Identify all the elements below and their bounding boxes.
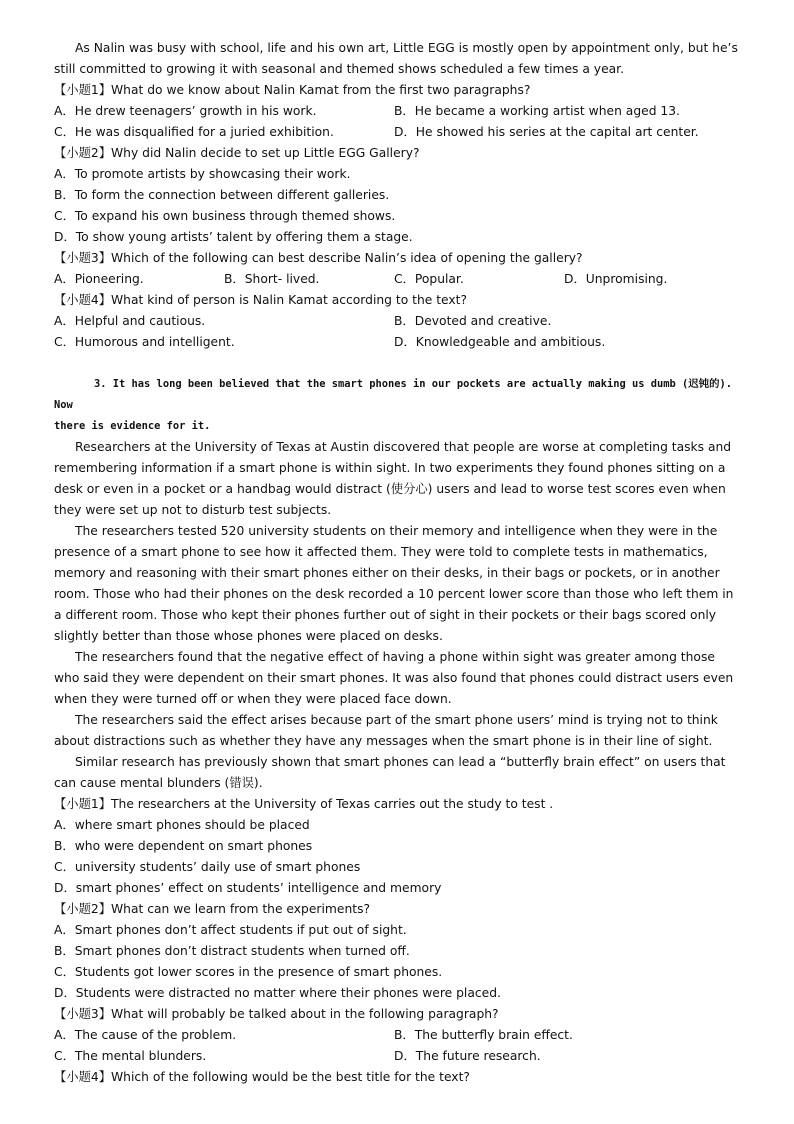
options-row: [54, 122, 744, 143]
question-stem: 【小题4】What kind of person is Nalin Kamat according to the text?: [54, 293, 468, 307]
option-a: A．where smart phones should be placed: [54, 818, 310, 832]
paragraph: The researchers tested 520 university students on their memory and intelligence when they were in the presence of a smart phone to see how it affected them. They were told to complete tests in mathematics, memory and reasoning with their smart phones either on their desks, in their bags or pockets, or in another room. Those who had their phones on the desk recorded a 10 percent lower score than those who left them in a different room. Those who kept their phones further out of sight in their pockets or their bags scored only slightly better than those whose phones were placed on desks.: [54, 524, 734, 643]
paragraph: The researchers said the effect arises because part of the smart phone users’ mind is trying not to think about distractions such as whether they have any messages when the smart phone is in their line of sight.: [54, 713, 718, 748]
options-row: [54, 269, 744, 290]
paragraph: Similar research has previously shown that smart phones can lead a “butterfly brain effect” on users that can cause mental blunders (错误).: [54, 755, 726, 790]
question-stem: 【小题3】What will probably be talked about in the following paragraph?: [54, 1007, 499, 1021]
passage-intro-line: 3. It has long been believed that the smart phones in our pockets are actually making us dumb (迟钝的). Now: [54, 378, 732, 411]
option-c: C．He was disqualified for a juried exhibition.: [54, 125, 334, 139]
question-stem: 【小题4】Which of the following would be the best title for the text?: [54, 1070, 470, 1084]
option-d: D．The future research.: [394, 1049, 541, 1063]
option-d: D．smart phones’ effect on students’ intelligence and memory: [54, 881, 442, 895]
option-a: A．Helpful and cautious.: [54, 314, 206, 328]
question-block: [54, 143, 744, 248]
question-stem: 【小题1】The researchers at the University of Texas carries out the study to test .: [54, 797, 554, 811]
option-d: D．Knowledgeable and ambitious.: [394, 335, 606, 349]
paragraph: The researchers found that the negative effect of having a phone within sight was greater among those who said they were dependent on their smart phones. It was also found that phones could distract users even when they were turned off or when they were placed face down.: [54, 650, 734, 706]
option-b: B．Devoted and creative.: [394, 314, 552, 328]
option-c: C．The mental blunders.: [54, 1049, 207, 1063]
option-a: A．Smart phones don’t affect students if put out of sight.: [54, 923, 407, 937]
option-c: C．Popular.: [394, 272, 464, 286]
question-stem: 【小题2】What can we learn from the experiments?: [54, 902, 370, 916]
option-b: B．To form the connection between different galleries.: [54, 188, 390, 202]
question-block: [54, 248, 744, 290]
option-d: D．To show young artists’ talent by offering them a stage.: [54, 230, 413, 244]
question-block: [54, 899, 744, 1004]
options-row: [54, 1046, 744, 1067]
question-block: [54, 80, 744, 143]
option-b: B．Short- lived.: [224, 272, 320, 286]
question-stem: 【小题3】Which of the following can best describe Nalin’s idea of opening the gallery?: [54, 251, 583, 265]
question-block: [54, 794, 744, 899]
option-d: D．Unpromising.: [564, 272, 668, 286]
options-row: [54, 101, 744, 122]
option-a: A．Pioneering.: [54, 272, 144, 286]
question-block: [54, 1004, 744, 1067]
option-c: C．To expand his own business through themed shows.: [54, 209, 396, 223]
question-block: [54, 290, 744, 353]
option-b: B．Smart phones don’t distract students when turned off.: [54, 944, 410, 958]
passage-intro-line: there is evidence for it.: [54, 420, 211, 432]
option-d: D．He showed his series at the capital art center.: [394, 125, 699, 139]
paragraph: As Nalin was busy with school, life and his own art, Little EGG is mostly open by appointment only, but he’s still committed to growing it with seasonal and themed shows scheduled a few times a year.: [54, 41, 738, 76]
option-d: D．Students were distracted no matter where their phones were placed.: [54, 986, 501, 1000]
option-a: A．To promote artists by showcasing their work.: [54, 167, 351, 181]
document-page: [54, 38, 744, 1088]
option-b: B．He became a working artist when aged 13.: [394, 104, 680, 118]
paragraph: Researchers at the University of Texas at Austin discovered that people are worse at completing tasks and remembering information if a smart phone is within sight. In two experiments they found phones sitting on a desk or even in a pocket or a handbag would distract (使分心) users and lead to worse test scores even when they were set up not to disturb test subjects.: [54, 440, 732, 517]
options-row: [54, 311, 744, 332]
option-c: C．Humorous and intelligent.: [54, 335, 235, 349]
question-block: [54, 1067, 744, 1088]
options-row: [54, 1025, 744, 1046]
options-row: [54, 332, 744, 353]
question-stem: 【小题1】What do we know about Nalin Kamat from the first two paragraphs?: [54, 83, 531, 97]
option-c: C．Students got lower scores in the presence of smart phones.: [54, 965, 443, 979]
option-a: A．He drew teenagers’ growth in his work.: [54, 104, 317, 118]
option-a: A．The cause of the problem.: [54, 1028, 237, 1042]
option-c: C．university students’ daily use of smart phones: [54, 860, 361, 874]
question-stem: 【小题2】Why did Nalin decide to set up Little EGG Gallery?: [54, 146, 420, 160]
option-b: B．who were dependent on smart phones: [54, 839, 313, 853]
spacer: [54, 353, 744, 374]
option-b: B．The butterfly brain effect.: [394, 1028, 573, 1042]
